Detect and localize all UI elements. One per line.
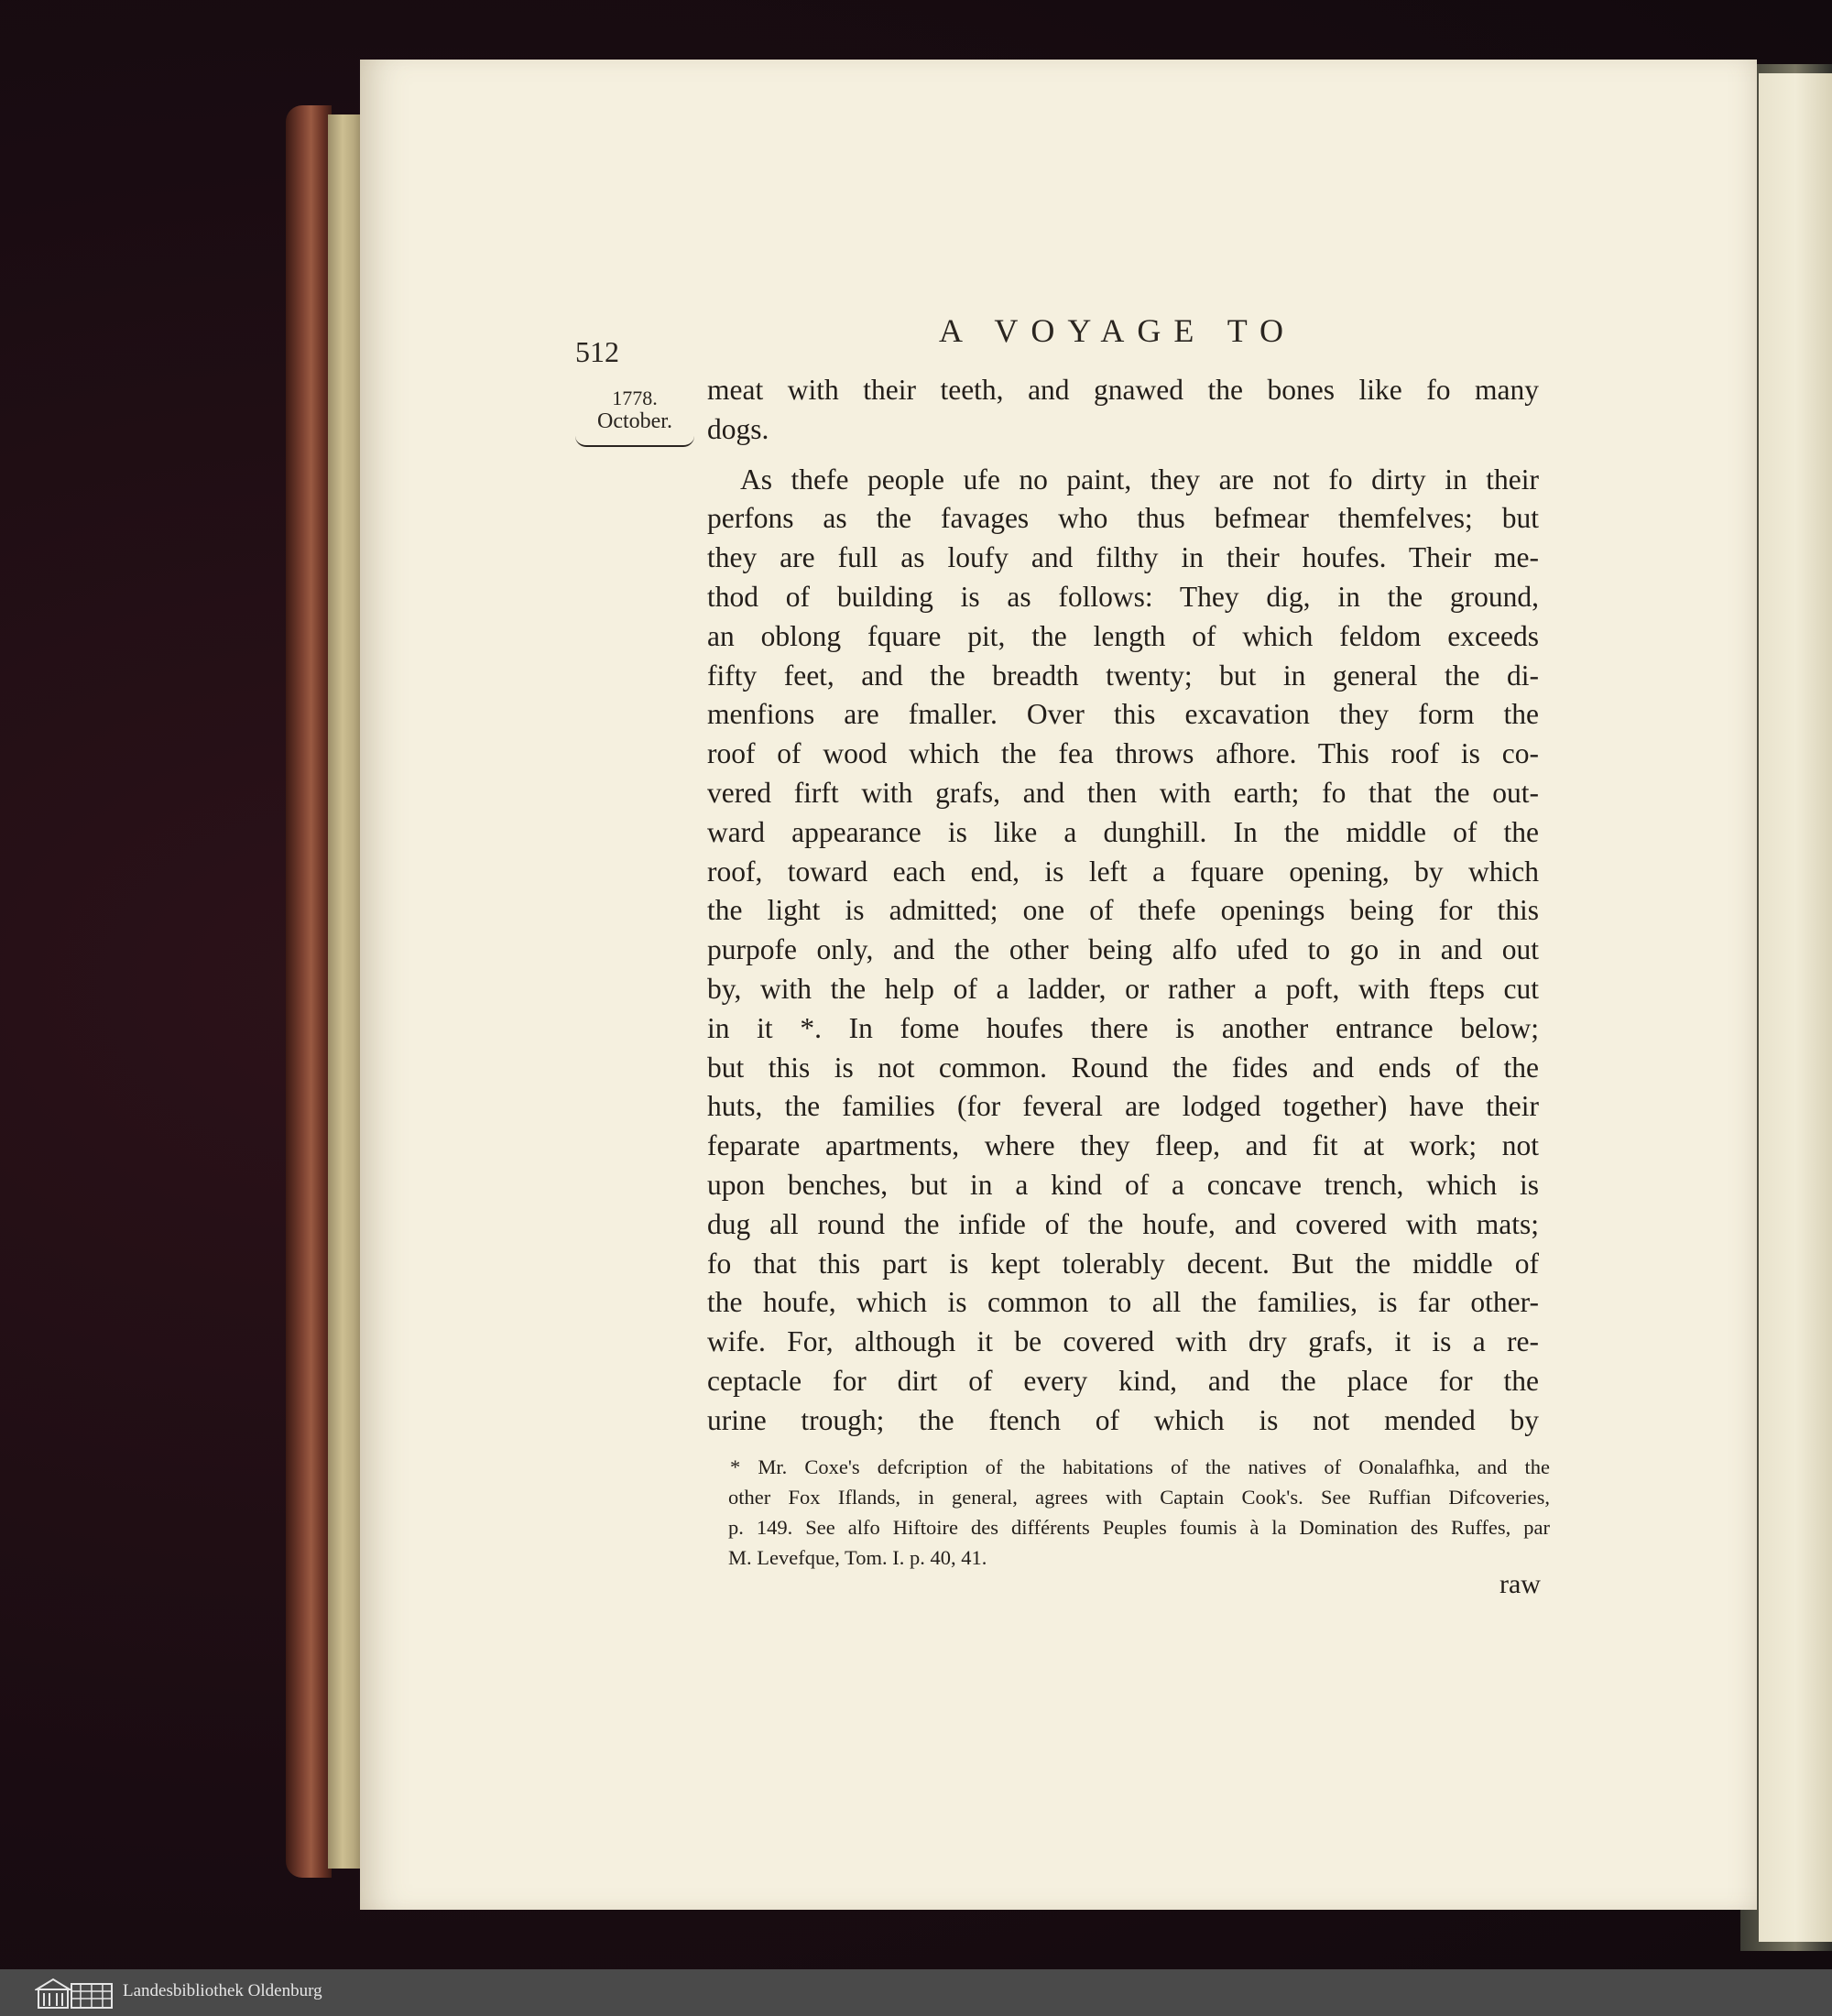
text-line: As thefe people ufe no paint, they are not fo dirty in their <box>740 463 1539 496</box>
book-cover-left <box>286 105 332 1878</box>
text-line: by, with the help of a ladder, or rather a poft, with fteps cut <box>707 972 1539 1005</box>
margin-date-note <box>575 388 694 447</box>
text-line: fo that this part is kept tolerably decent. But the middle of <box>707 1247 1539 1280</box>
text-line: the houfe, which is common to all the families, is far other- <box>707 1286 1539 1319</box>
text-line: thod of building is as follows: They dig, in the ground, <box>707 580 1539 613</box>
page-edges-right <box>1759 73 1832 1942</box>
text-line: menfions are fmaller. Over this excavation they form the <box>707 698 1539 731</box>
text-line: ward appearance is like a dunghill. In the middle of the <box>707 815 1539 848</box>
margin-year: 1778. <box>612 387 658 409</box>
text-line: ceptacle for dirt of every kind, and the place for the <box>707 1364 1539 1397</box>
footnote-line: other Fox Iflands, in general, agrees with Captain Cook's. See Ruffian Difcoveries, <box>728 1486 1550 1509</box>
footnote-line: M. Levefque, Tom. I. p. 40, 41. <box>728 1546 987 1569</box>
body-text <box>707 371 1539 1441</box>
footnote-line: * Mr. Coxe's defcription of the habitations of the natives of Oonalafhka, and the <box>730 1455 1550 1478</box>
paragraph-continuation <box>707 371 1539 450</box>
text-line: in it *. In fome houfes there is another entrance below; <box>707 1011 1539 1044</box>
text-line: an oblong fquare pit, the length of which feldom exceeds <box>707 619 1539 652</box>
text-line: purpofe only, and the other being alfo ufed to go in and out <box>707 933 1539 966</box>
text-line: urine trough; the ftench of which is not mended by <box>707 1403 1539 1436</box>
paragraph-houses <box>707 461 1539 1441</box>
text-line: huts, the families (for feveral are lodged together) have their <box>707 1090 1539 1123</box>
margin-month: October. <box>597 409 672 433</box>
text-line: roof of wood which the fea throws afhore. This roof is co- <box>707 737 1539 770</box>
library-building-icon <box>35 1977 114 2010</box>
catchword: raw <box>1499 1569 1541 1599</box>
text-line: vered firft with grafs, and then with earth; fo that the out- <box>707 776 1539 809</box>
footer-institution-label: Landesbibliothek Oldenburg <box>123 1981 322 2000</box>
text-line: dug all round the infide of the houfe, and covered with mats; <box>707 1207 1539 1240</box>
page-edges-left <box>328 114 365 1869</box>
footnote-line: p. 149. See alfo Hiftoire des différents Peuples foumis à la Domination des Ruffes, par <box>728 1516 1550 1539</box>
margin-brace <box>575 436 694 447</box>
page-number: 512 <box>575 335 619 368</box>
text-line: roof, toward each end, is left a fquare opening, by which <box>707 855 1539 888</box>
text-line: meat with their teeth, and gnawed the bones like fo many <box>707 374 1539 406</box>
footnote <box>728 1452 1550 1573</box>
text-line: feparate apartments, where they fleep, and fit at work; not <box>707 1129 1539 1162</box>
text-line: dogs. <box>707 412 769 445</box>
text-line: but this is not common. Round the fides and ends of the <box>707 1051 1539 1084</box>
text-line: fifty feet, and the breadth twenty; but in general the di- <box>707 659 1539 692</box>
text-line: perfons as the favages who thus befmear themfelves; but <box>707 502 1539 535</box>
text-line: the light is admitted; one of thefe openings being for this <box>707 894 1539 927</box>
text-line: upon benches, but in a kind of a concave trench, which is <box>707 1168 1539 1201</box>
running-head: A VOYAGE TO <box>939 312 1297 349</box>
text-line: they are full as loufy and filthy in their houfes. Their me- <box>707 541 1539 574</box>
text-line: wife. For, although it be covered with dry grafs, it is a re- <box>707 1325 1539 1358</box>
